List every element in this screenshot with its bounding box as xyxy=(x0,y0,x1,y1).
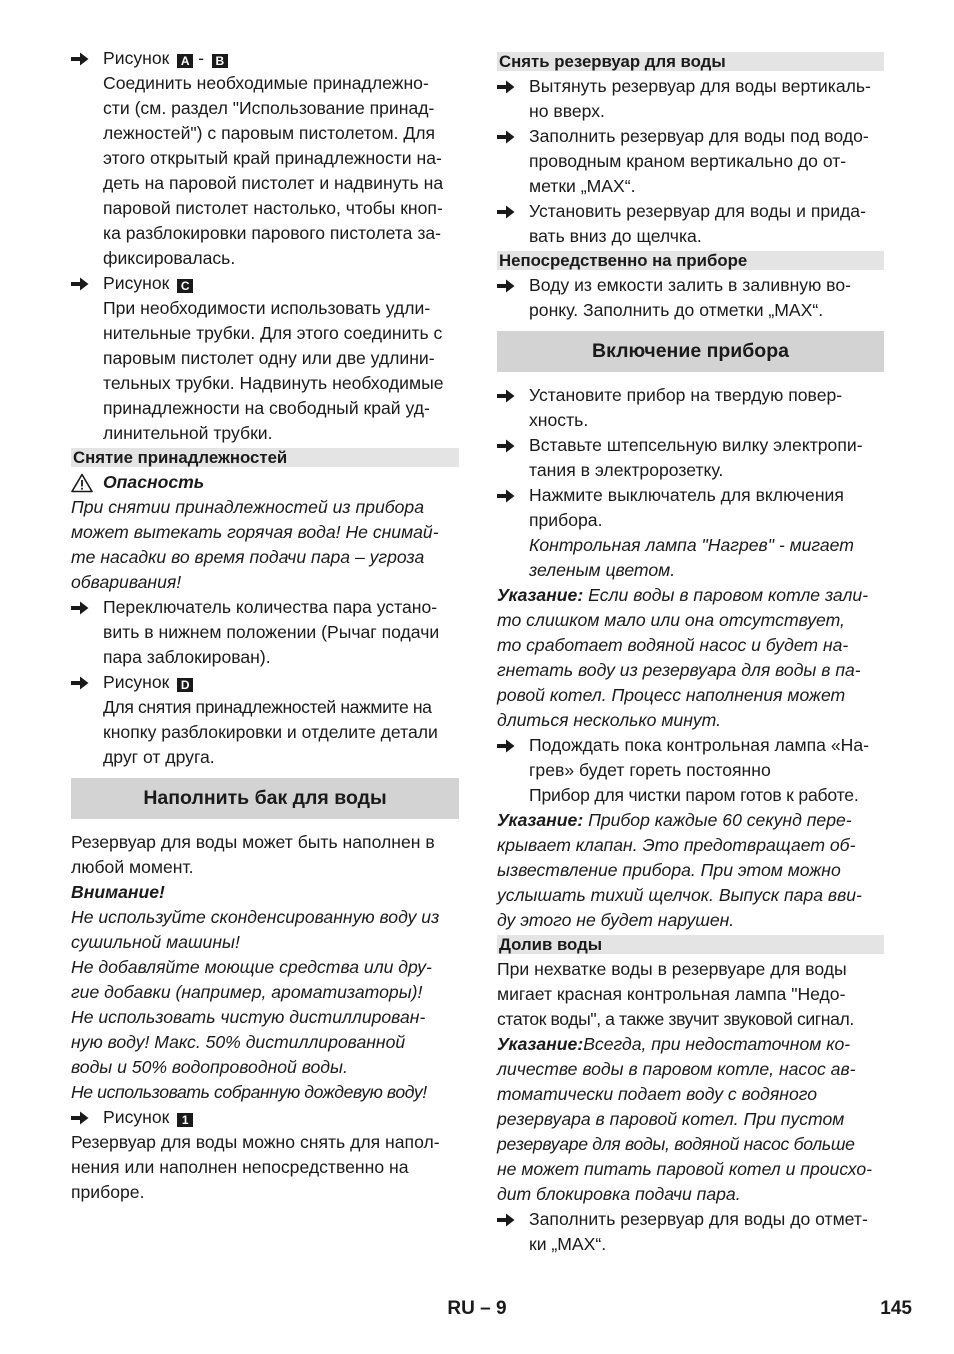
step-direct-fill xyxy=(497,273,884,323)
text-line: линительной трубки. xyxy=(103,423,273,443)
note-label: Указание: xyxy=(497,810,584,830)
step-fill-tank xyxy=(497,124,884,199)
text-line: Установить резервуар для воды и прида- xyxy=(529,201,866,221)
section-heading-switch-on: Включение прибора xyxy=(497,331,884,372)
figure-key-a: A xyxy=(177,54,193,68)
text-line: При необходимости использовать удли- xyxy=(103,298,431,318)
text-line: Резервуар для воды можно снять для напол- xyxy=(71,1132,440,1152)
step-place-device xyxy=(497,383,884,433)
danger-text: те насадки во время подачи пара – угроза xyxy=(71,547,425,567)
attention-text: сушильной машины! xyxy=(71,932,240,952)
step-figure-c xyxy=(71,271,459,446)
arrow-icon xyxy=(71,670,103,770)
section-page-label: RU – 9 xyxy=(447,1298,507,1319)
left-column xyxy=(71,46,459,1205)
text-line: вить в нижнем положении (Рычаг подачи xyxy=(103,622,440,642)
text-line: но вверх. xyxy=(529,101,605,121)
arrow-icon xyxy=(71,1105,103,1130)
text-line: паровой пистолет настолько, чтобы кноп- xyxy=(103,198,443,218)
text-line: Переключатель количества пара устано- xyxy=(103,597,438,617)
text-line: Контрольная лампа "Нагрев" - мигает xyxy=(529,535,854,555)
note-line: Указание: Прибор каждые 60 секунд пере- xyxy=(497,810,852,830)
text-line: этого открытый край принадлежности на- xyxy=(103,148,442,168)
note-line: гнетать воду из резервуара для воды в па- xyxy=(497,660,861,680)
note-line: ду этого не будет нарушен. xyxy=(497,910,735,930)
text-line: тельных трубки. Надвинуть необходимые xyxy=(103,373,444,393)
arrow-icon xyxy=(71,595,103,670)
arrow-icon xyxy=(497,433,529,483)
note-line: Указание:Всегда, при недостаточном ко- xyxy=(497,1034,851,1054)
note-label: Указание: xyxy=(497,585,584,605)
arrow-icon xyxy=(71,271,103,446)
note-line: личестве воды в паровом котле, насос ав- xyxy=(497,1059,856,1079)
text-line: друг от друга. xyxy=(103,747,215,767)
step-press-switch xyxy=(497,483,884,583)
figure-ref: Рисунок A - B xyxy=(103,46,459,71)
figure-key-d: D xyxy=(177,678,193,692)
text-line: Заполнить резервуар для воды под водо- xyxy=(529,126,869,146)
danger-text: обваривания! xyxy=(71,572,182,592)
figure-key-c: C xyxy=(177,279,193,293)
text-line: лежностей") с паровым пистолетом. Для xyxy=(103,123,436,143)
text-line: принадлежности на свободный край уд- xyxy=(103,398,430,418)
text-line: нения или наполнен непосредственно на xyxy=(71,1157,409,1177)
arrow-icon xyxy=(497,124,529,199)
text-line: любой момент. xyxy=(71,857,194,877)
figure-ref: Рисунок 1 xyxy=(103,1105,459,1130)
attention-text: гие добавки (например, ароматизаторы)! xyxy=(71,982,423,1002)
section-heading-removal: Снятие принадлежностей xyxy=(71,448,459,467)
note-line: Указание: Если воды в паровом котле зали- xyxy=(497,585,869,605)
text-line: грев» будет гореть постоянно xyxy=(529,760,771,780)
text-line: Нажмите выключатель для включения xyxy=(529,485,844,505)
page-number: 145 xyxy=(880,1298,912,1319)
text-line: Соединить необходимые принадлежно- xyxy=(103,73,429,93)
attention-text: Не добавляйте моющие средства или дру- xyxy=(71,957,432,977)
arrow-icon xyxy=(497,273,529,323)
attention-text: Не используйте сконденсированную воду из xyxy=(71,907,440,927)
note-line: то слишком мало или она отсутствует, xyxy=(497,610,845,630)
note-line: услышать тихий щелчок. Выпуск пара вви- xyxy=(497,885,862,905)
text-line: зеленым цветом. xyxy=(529,560,676,580)
text-line: вать вниз до щелчка. xyxy=(529,226,702,246)
arrow-icon xyxy=(71,46,103,271)
text-line: Воду из емкости залить в заливную во- xyxy=(529,275,851,295)
note-line: ровой котел. Процесс наполнения может xyxy=(497,685,846,705)
arrow-icon xyxy=(497,74,529,124)
arrow-icon xyxy=(497,733,529,808)
text-line: статок воды", а также звучит звуковой сигнал. xyxy=(497,1009,854,1029)
text-line: Для снятия принадлежностей нажмите на xyxy=(103,697,432,717)
figure-key-1: 1 xyxy=(177,1113,193,1127)
section-heading-remove-tank: Снять резервуар для воды xyxy=(497,52,884,71)
step-steam-switch xyxy=(71,595,459,670)
danger-label: Опасность xyxy=(71,470,459,495)
step-plug-in xyxy=(497,433,884,483)
note-label: Указание: xyxy=(497,1034,584,1054)
figure-key-b: B xyxy=(212,54,228,68)
text-line: прибора. xyxy=(529,510,603,530)
note-line: длиться несколько минут. xyxy=(497,710,722,730)
danger-text: может вытекать горячая вода! Не снимай- xyxy=(71,522,439,542)
section-heading-fill-tank: Наполнить бак для воды xyxy=(71,778,459,819)
note-line: резервуаре для воды, водяной насос больше xyxy=(497,1134,855,1154)
note-line: не может питать паровой котел и происхо- xyxy=(497,1159,872,1179)
warning-triangle-icon xyxy=(71,473,95,493)
text-line: кнопку разблокировки и отделите детали xyxy=(103,722,438,742)
text-line: деть на паровой пистолет и надвинуть на xyxy=(103,173,444,193)
step-refill-max xyxy=(497,1207,884,1257)
right-column xyxy=(497,46,884,1257)
section-heading-direct: Непосредственно на приборе xyxy=(497,251,884,270)
step-figure-d xyxy=(71,670,459,770)
figure-ref: Рисунок C xyxy=(103,271,459,296)
step-wait-lamp xyxy=(497,733,884,808)
note-line: то сработает водяной насос и будет на- xyxy=(497,635,849,655)
section-heading-refill: Долив воды xyxy=(497,935,884,954)
note-line: резервуара в паровой котел. При пустом xyxy=(497,1109,845,1129)
text-line: тания в электророзетку. xyxy=(529,460,724,480)
text-line: нительные трубки. Для этого соединить с xyxy=(103,323,443,343)
arrow-icon xyxy=(497,199,529,249)
text-line: ка разблокировки парового пистолета за- xyxy=(103,223,442,243)
text-line: хность. xyxy=(529,410,589,430)
note-line: дит блокировка подачи пара. xyxy=(497,1184,741,1204)
text-line: мигает красная контрольная лампа "Недо- xyxy=(497,984,846,1004)
attention-text: Не использовать собранную дождевую воду! xyxy=(71,1082,427,1102)
text-line: пара заблокирован). xyxy=(103,647,271,667)
step-pull-tank xyxy=(497,74,884,124)
attention-text: воды и 50% водопроводной воды. xyxy=(71,1057,348,1077)
text-line: ронку. Заполнить до отметки „MAX“. xyxy=(529,300,824,320)
text-line: Установите прибор на твердую повер- xyxy=(529,385,843,405)
page-footer xyxy=(0,1296,954,1324)
danger-text: При снятии принадлежностей из прибора xyxy=(71,497,424,517)
text-line: Вставьте штепсельную вилку электропи- xyxy=(529,435,863,455)
text-line: сти (см. раздел "Использование принад- xyxy=(103,98,435,118)
text-line: метки „MAX“. xyxy=(529,176,636,196)
attention-text: Не использовать чистую дистиллирован- xyxy=(71,1007,426,1027)
step-install-tank xyxy=(497,199,884,249)
note-line: томатически подает воду с водяного xyxy=(497,1084,818,1104)
step-figure-1 xyxy=(71,1105,459,1130)
text-line: фиксировалась. xyxy=(103,248,236,268)
note-line: ызвествление прибора. При этом можно xyxy=(497,860,841,880)
text-line: паровым пистолет одну или две удлини- xyxy=(103,348,435,368)
arrow-icon xyxy=(497,383,529,433)
text-line: ки „MAX“. xyxy=(529,1234,607,1254)
text-line: Резервуар для воды может быть наполнен в xyxy=(71,832,435,852)
arrow-icon xyxy=(497,483,529,583)
text-line: При нехватке воды в резервуаре для воды xyxy=(497,959,847,979)
text-line: Прибор для чистки паром готов к работе. xyxy=(529,785,859,805)
note-line: крывает клапан. Это предотвращает об- xyxy=(497,835,856,855)
step-figure-a-b xyxy=(71,46,459,271)
text-line: приборе. xyxy=(71,1182,145,1202)
attention-label: Внимание! xyxy=(71,882,165,902)
figure-ref: Рисунок D xyxy=(103,670,459,695)
text-line: Заполнить резервуар для воды до отмет- xyxy=(529,1209,868,1229)
arrow-icon xyxy=(497,1207,529,1257)
text-line: Вытянуть резервуар для воды вертикаль- xyxy=(529,76,871,96)
text-line: проводным краном вертикально до от- xyxy=(529,151,847,171)
attention-text: ную воду! Макс. 50% дистиллированной xyxy=(71,1032,406,1052)
text-line: Подождать пока контрольная лампа «На- xyxy=(529,735,869,755)
